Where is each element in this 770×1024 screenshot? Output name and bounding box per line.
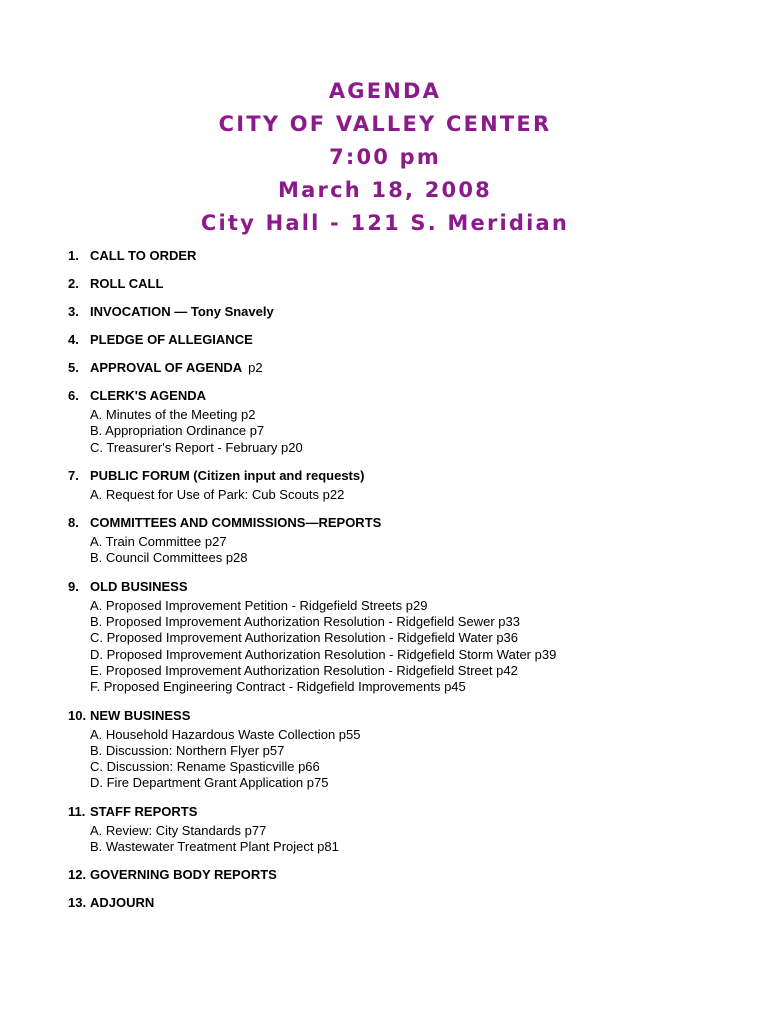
agenda-item-heading — [68, 578, 758, 595]
agenda-subitem-list — [90, 487, 758, 503]
agenda-item-label: ADJOURN — [90, 895, 155, 911]
agenda-item — [68, 387, 758, 456]
agenda-subitem: C. Proposed Improvement Authorization Resolution - Ridgefield Water p36 — [90, 630, 519, 646]
agenda-item-heading — [68, 467, 758, 484]
agenda-subitem: D. Fire Department Grant Application p75 — [90, 775, 329, 791]
agenda-item-number: 13. — [68, 895, 87, 911]
agenda-subitem: A. Household Hazardous Waste Collection p55 — [90, 726, 361, 742]
agenda-item-label: CLERK'S AGENDA — [90, 388, 207, 403]
agenda-item-heading — [68, 514, 758, 531]
agenda-item — [68, 359, 758, 376]
agenda-item-heading — [68, 303, 758, 320]
agenda-item-label: PUBLIC FORUM (Citizen input and requests) — [90, 467, 365, 483]
meeting-time: 7:00 pm — [329, 145, 441, 169]
agenda-subitem: B. Wastewater Treatment Plant Project p81 — [90, 839, 339, 855]
agenda-item — [68, 275, 758, 292]
agenda-item-number: 6. — [68, 388, 79, 403]
agenda-subitem: A. Request for Use of Park: Cub Scouts p22 — [90, 486, 345, 502]
agenda-subitem-list — [90, 598, 758, 696]
agenda-subitem: B. Appropriation Ordinance p7 — [90, 423, 265, 439]
agenda-item-label: ROLL CALL — [90, 276, 164, 291]
agenda-item-heading — [68, 866, 758, 883]
agenda-item-label: CALL TO ORDER — [90, 248, 197, 263]
agenda-item-label: COMMITTEES AND COMMISSIONS—REPORTS — [90, 515, 382, 531]
agenda-list — [68, 247, 758, 922]
agenda-item-number: 3. — [68, 304, 79, 319]
city-name: CITY OF VALLEY CENTER — [218, 112, 552, 136]
agenda-item — [68, 866, 758, 883]
agenda-item-number: 2. — [68, 276, 79, 291]
agenda-item-heading — [68, 275, 758, 292]
agenda-item — [68, 803, 758, 856]
agenda-item-number: 7. — [68, 467, 79, 483]
meeting-date: March 18, 2008 — [278, 178, 492, 202]
agenda-subitem-list — [90, 823, 758, 856]
agenda-subitem: A. Minutes of the Meeting p2 — [90, 407, 256, 422]
agenda-subitem: C. Discussion: Rename Spasticville p66 — [90, 759, 320, 775]
agenda-subitem: C. Treasurer's Report - February p20 — [90, 439, 303, 455]
agenda-subitem-list — [90, 727, 758, 792]
agenda-item-number: 5. — [68, 360, 79, 375]
agenda-subitem-list — [90, 534, 758, 567]
agenda-item-number: 4. — [68, 332, 79, 347]
agenda-item — [68, 707, 758, 792]
agenda-subitem: A. Review: City Standards p77 — [90, 822, 267, 838]
agenda-item-heading — [68, 247, 758, 264]
agenda-item-label: OLD BUSINESS — [90, 578, 188, 594]
agenda-item — [68, 578, 758, 696]
agenda-item-number: 9. — [68, 578, 79, 594]
agenda-subitem: B. Discussion: Northern Flyer p57 — [90, 742, 285, 758]
agenda-subitem: B. Proposed Improvement Authorization Resolution - Ridgefield Sewer p33 — [90, 614, 520, 630]
agenda-item-number: 1. — [68, 248, 79, 263]
agenda-item-label: NEW BUSINESS — [90, 707, 191, 723]
agenda-item — [68, 894, 758, 911]
meeting-location: City Hall - 121 S. Meridian — [200, 211, 570, 235]
agenda-item-page-ref: p2 — [248, 360, 263, 375]
agenda-item-label: APPROVAL OF AGENDA — [90, 360, 243, 375]
agenda-item-number: 12. — [68, 867, 87, 883]
agenda-subitem: D. Proposed Improvement Authorization Resolution - Ridgefield Storm Water p39 — [90, 646, 557, 662]
agenda-item-label: GOVERNING BODY REPORTS — [90, 867, 277, 883]
agenda-item-label: STAFF REPORTS — [90, 803, 198, 819]
agenda-subitem: A. Proposed Improvement Petition - Ridgefield Streets p29 — [90, 597, 428, 613]
agenda-subitem: A. Train Committee p27 — [90, 534, 227, 550]
agenda-item — [68, 247, 758, 264]
agenda-subitem: F. Proposed Engineering Contract - Ridgefield Improvements p45 — [90, 679, 466, 695]
agenda-subitem: B. Council Committees p28 — [90, 550, 248, 566]
agenda-item-heading — [68, 387, 758, 404]
agenda-item-heading — [68, 359, 758, 376]
agenda-item-number: 10. — [68, 707, 87, 723]
agenda-item-label: INVOCATION — Tony Snavely — [90, 304, 274, 319]
agenda-subitem: E. Proposed Improvement Authorization Resolution - Ridgefield Street p42 — [90, 662, 518, 678]
agenda-item-number: 11. — [68, 803, 86, 819]
agenda-title: AGENDA — [328, 79, 442, 103]
agenda-item — [68, 514, 758, 567]
agenda-subitem-list — [90, 407, 758, 456]
agenda-item-number: 8. — [68, 515, 79, 531]
agenda-item — [68, 331, 758, 348]
agenda-item-heading — [68, 803, 758, 820]
agenda-item — [68, 467, 758, 503]
agenda-item-label: PLEDGE OF ALLEGIANCE — [90, 332, 253, 347]
agenda-item-heading — [68, 707, 758, 724]
agenda-header — [0, 75, 770, 240]
agenda-item — [68, 303, 758, 320]
agenda-item-heading — [68, 331, 758, 348]
agenda-item-heading — [68, 894, 758, 911]
